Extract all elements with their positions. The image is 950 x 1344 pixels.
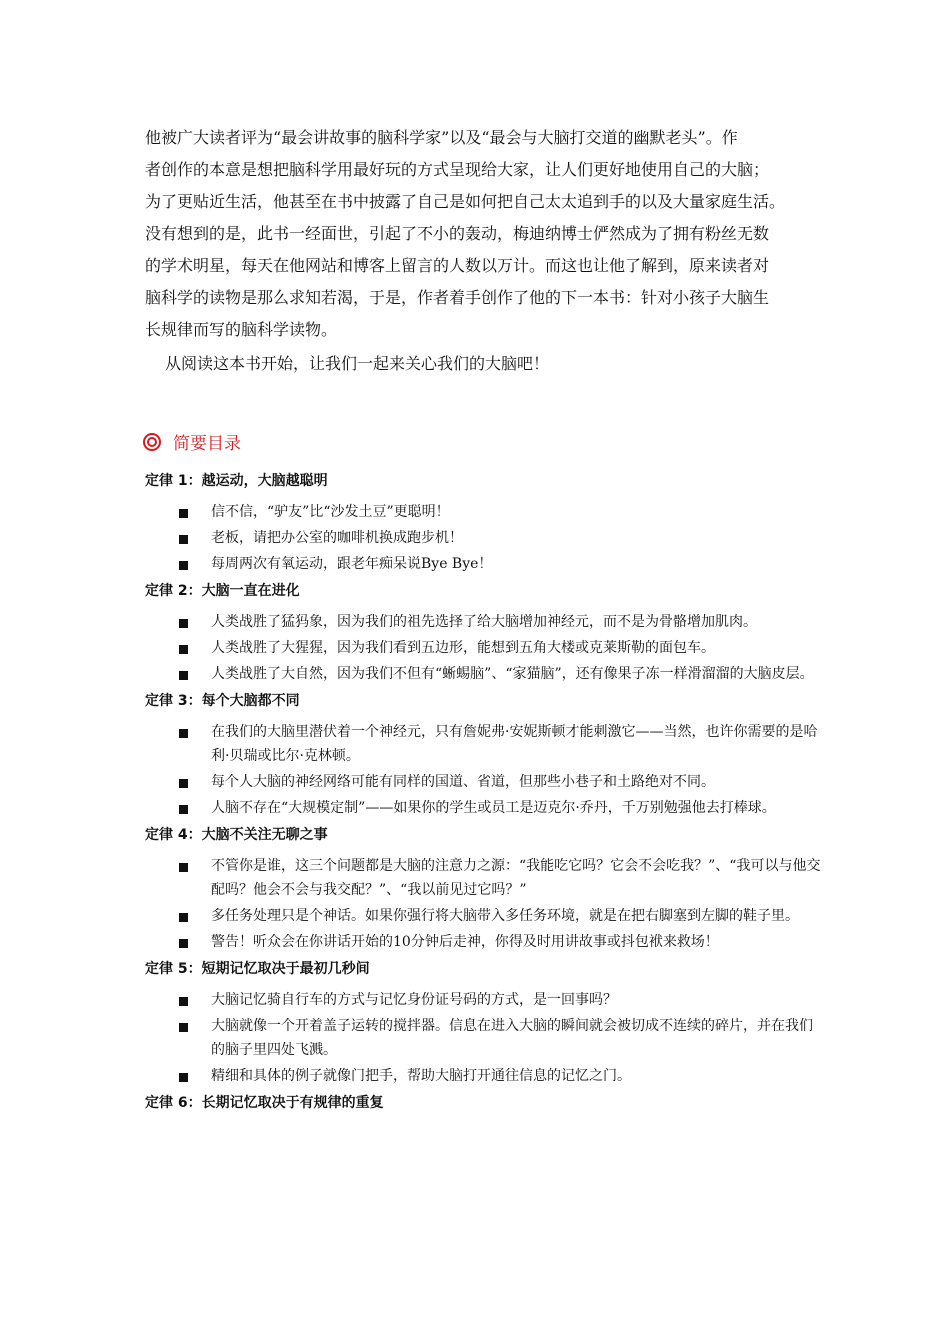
rule-item-list	[145, 988, 825, 1088]
square-bullet-icon	[179, 1023, 188, 1032]
rule-item-list	[145, 500, 825, 576]
intro-line: 没有想到的是，此书一经面世，引起了不小的轰动，梅迪纳博士俨然成为了拥有粉丝无数	[145, 224, 770, 243]
square-bullet-icon	[179, 619, 188, 628]
square-bullet-icon	[179, 645, 188, 654]
intro-line: 脑科学的读物是那么求知若渴，于是，作者着手创作了他的下一本书：针对小孩子大脑生	[145, 288, 770, 307]
rule-item	[145, 904, 825, 928]
square-bullet-icon	[179, 535, 188, 544]
intro-line: 者创作的本意是想把脑科学用最好玩的方式呈现给大家，让人们更好地使用自己的大脑；	[145, 160, 770, 179]
rule-item-list	[145, 610, 825, 686]
rule-item-text: 在我们的大脑里潜伏着一个神经元，只有詹妮弗·安妮斯顿才能刺激它——当然，也许你需要的是哈利·贝瑞或比尔·克林顿。	[211, 724, 818, 764]
toc-rule-section	[145, 822, 825, 954]
square-bullet-icon	[179, 729, 188, 738]
rule-item-text: 不管你是谁，这三个问题都是大脑的注意力之源：“我能吃它吗？它会不会吃我？”、“我可以与他交配吗？他会不会与我交配？”、“我以前见过它吗？”	[211, 858, 821, 898]
toc-rule-section	[145, 956, 825, 1088]
square-bullet-icon	[179, 1073, 188, 1082]
rule-item-text: 多任务处理只是个神话。如果你强行将大脑带入多任务环境，就是在把右脚塞到左脚的鞋子里。	[211, 908, 799, 924]
rule-title: 定律 2：大脑一直在进化	[145, 583, 300, 599]
rule-item	[145, 500, 825, 524]
rule-item	[145, 796, 825, 820]
square-bullet-icon	[179, 805, 188, 814]
intro-closing: 从阅读这本书开始，让我们一起来关心我们的大脑吧！	[165, 354, 550, 373]
toc-rule-section	[145, 468, 825, 576]
rule-item-text: 信不信，“驴友”比“沙发土豆”更聪明！	[211, 504, 450, 520]
intro-paragraph	[145, 122, 815, 380]
rule-item	[145, 662, 825, 686]
toc-heading	[143, 429, 241, 454]
rule-item-text: 每周两次有氧运动，跟老年痴呆说Bye Bye！	[211, 556, 493, 572]
square-bullet-icon	[179, 561, 188, 570]
rule-item	[145, 930, 825, 954]
rule-item-text: 精细和具体的例子就像门把手，帮助大脑打开通往信息的记忆之门。	[211, 1068, 631, 1084]
toc-rule-section	[145, 578, 825, 686]
rule-title: 定律 5：短期记忆取决于最初几秒间	[145, 961, 370, 977]
rule-item	[145, 1014, 825, 1062]
toc-rules	[145, 468, 825, 1116]
rule-title: 定律 3：每个大脑都不同	[145, 693, 300, 709]
rule-item-list	[145, 854, 825, 954]
intro-line: 长规律而写的脑科学读物。	[145, 320, 338, 339]
square-bullet-icon	[179, 671, 188, 680]
rule-item-text: 人类战胜了猛犸象，因为我们的祖先选择了给大脑增加神经元，而不是为骨骼增加肌肉。	[211, 614, 757, 630]
toc-heading-text: 简要目录	[173, 434, 241, 454]
intro-line: 的学术明星，每天在他网站和博客上留言的人数以万计。而这也让他了解到，原来读者对	[145, 256, 770, 275]
double-circle-icon	[143, 433, 161, 451]
rule-item	[145, 720, 825, 768]
rule-item-list	[145, 720, 825, 820]
rule-item	[145, 988, 825, 1012]
rule-title: 定律 4：大脑不关注无聊之事	[145, 827, 328, 843]
rule-item-text: 大脑就像一个开着盖子运转的搅拌器。信息在进入大脑的瞬间就会被切成不连续的碎片，并在我们的脑子里四处飞溅。	[211, 1018, 813, 1058]
square-bullet-icon	[179, 779, 188, 788]
rule-title: 定律 1：越运动，大脑越聪明	[145, 473, 328, 489]
square-bullet-icon	[179, 997, 188, 1006]
rule-item	[145, 610, 825, 634]
rule-item	[145, 1064, 825, 1088]
intro-line: 为了更贴近生活，他甚至在书中披露了自己是如何把自己太太追到手的以及大量家庭生活。	[145, 192, 786, 211]
rule-item	[145, 552, 825, 576]
rule-item	[145, 770, 825, 794]
square-bullet-icon	[179, 913, 188, 922]
rule-item	[145, 854, 825, 902]
rule-title: 定律 6：长期记忆取决于有规律的重复	[145, 1095, 384, 1111]
rule-item	[145, 526, 825, 550]
rule-item-text: 每个人大脑的神经网络可能有同样的国道、省道，但那些小巷子和土路绝对不同。	[211, 774, 715, 790]
rule-item	[145, 636, 825, 660]
rule-item-text: 人类战胜了大猩猩，因为我们看到五边形，能想到五角大楼或克莱斯勒的面包车。	[211, 640, 715, 656]
rule-item-text: 警告！听众会在你讲话开始的10分钟后走神，你得及时用讲故事或抖包袱来救场！	[211, 934, 719, 950]
rule-item-text: 大脑记忆骑自行车的方式与记忆身份证号码的方式，是一回事吗？	[211, 992, 617, 1008]
intro-line: 他被广大读者评为“最会讲故事的脑科学家”以及“最会与大脑打交道的幽默老头”。作	[145, 128, 738, 147]
toc-rule-section	[145, 688, 825, 820]
rule-item-text: 人脑不存在“大规模定制”——如果你的学生或员工是迈克尔·乔丹，千万别勉强他去打棒球。	[211, 800, 776, 816]
square-bullet-icon	[179, 509, 188, 518]
rule-item-text: 老板，请把办公室的咖啡机换成跑步机！	[211, 530, 463, 546]
square-bullet-icon	[179, 939, 188, 948]
rule-item-text: 人类战胜了大自然，因为我们不但有“蜥蜴脑”、“家猫脑”，还有像果子冻一样滑溜溜的大脑皮层。	[211, 666, 814, 682]
toc-rule-section	[145, 1090, 825, 1116]
square-bullet-icon	[179, 863, 188, 872]
